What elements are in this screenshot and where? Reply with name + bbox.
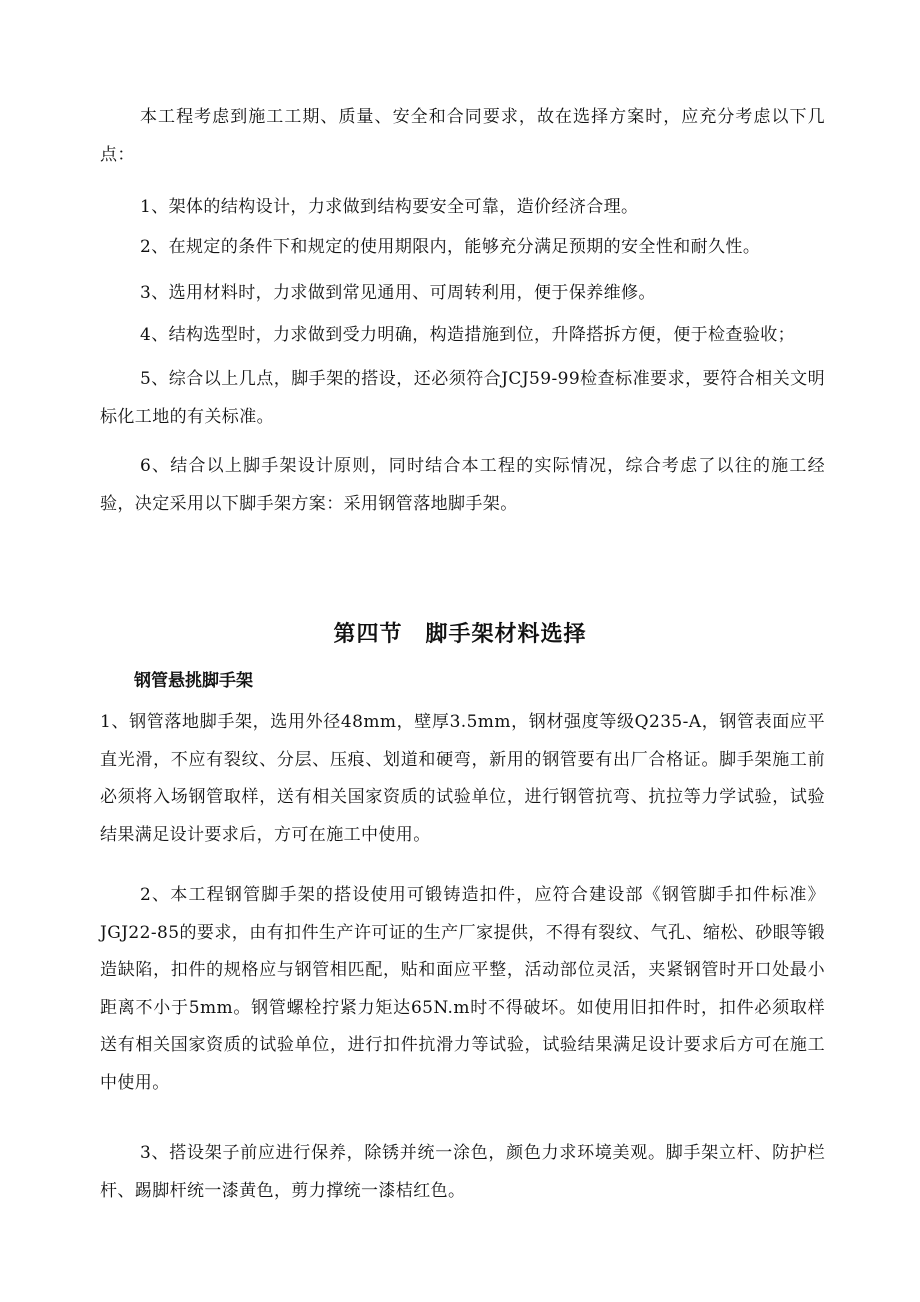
subheading: 钢管悬挑脚手架: [134, 671, 253, 691]
principle-item-3-text: 3、选用材料时，力求做到常见通用、可周转利用，便于保养维修。: [140, 283, 656, 303]
principle-item-5-text: 5、综合以上几点，脚手架的搭设，还必须符合JCJ59-99检查标准要求，要符合相关文明标化工地的有关标准。: [100, 369, 825, 427]
material-paragraph-2-text: 2、本工程钢管脚手架的搭设使用可锻铸造扣件，应符合建设部《钢管脚手扣件标准》JGJ22-85的要求，由有扣件生产许可证的生产厂家提供，不得有裂纹、气孔、缩松、砂眼等锻造缺陷，扣件的规格应与钢管相匹配，贴和面应平整，活动部位灵活，夹紧钢管时开口处最小距离不小于5mm。钢管螺栓拧紧力矩达65N.m时不得破坏。如使用旧扣件时，扣件必须取样送有相关国家资质的试验单位，进行扣件抗滑力等试验，试验结果满足设计要求后方可在施工中使用。: [100, 885, 825, 1093]
principle-item-2-text: 2、在规定的条件下和规定的使用期限内，能够充分满足预期的安全性和耐久性。: [140, 237, 761, 257]
material-paragraph-1-text: 1、钢管落地脚手架，选用外径48mm，壁厚3.5mm，钢材强度等级Q235-A，钢管表面应平直光滑，不应有裂纹、分层、压痕、划道和硬弯，新用的钢管要有出厂合格证。脚手架施工前必须将入场钢管取样，送有相关国家资质的试验单位，进行钢管抗弯、抗拉等力学试验，试验结果满足设计要求后，方可在施工中使用。: [100, 712, 825, 845]
section-title: 第四节 脚手架材料选择: [333, 622, 587, 647]
principle-item-1-text: 1、架体的结构设计，力求做到结构要安全可靠，造价经济合理。: [140, 197, 639, 217]
material-paragraph-3-text: 3、搭设架子前应进行保养，除锈并统一涂色，颜色力求环境美观。脚手架立杆、防护栏杆、踢脚杆统一漆黄色，剪力撑统一漆桔红色。: [100, 1143, 825, 1201]
intro-paragraph-text: 本工程考虑到施工工期、质量、安全和合同要求，故在选择方案时，应充分考虑以下几点：: [100, 107, 825, 165]
principle-item-6-text: 6、结合以上脚手架设计原则，同时结合本工程的实际情况，综合考虑了以往的施工经验，决定采用以下脚手架方案：采用钢管落地脚手架。: [100, 456, 825, 514]
principle-item-4-text: 4、结构选型时，力求做到受力明确，构造措施到位，升降搭拆方便，便于检查验收；: [140, 325, 796, 345]
